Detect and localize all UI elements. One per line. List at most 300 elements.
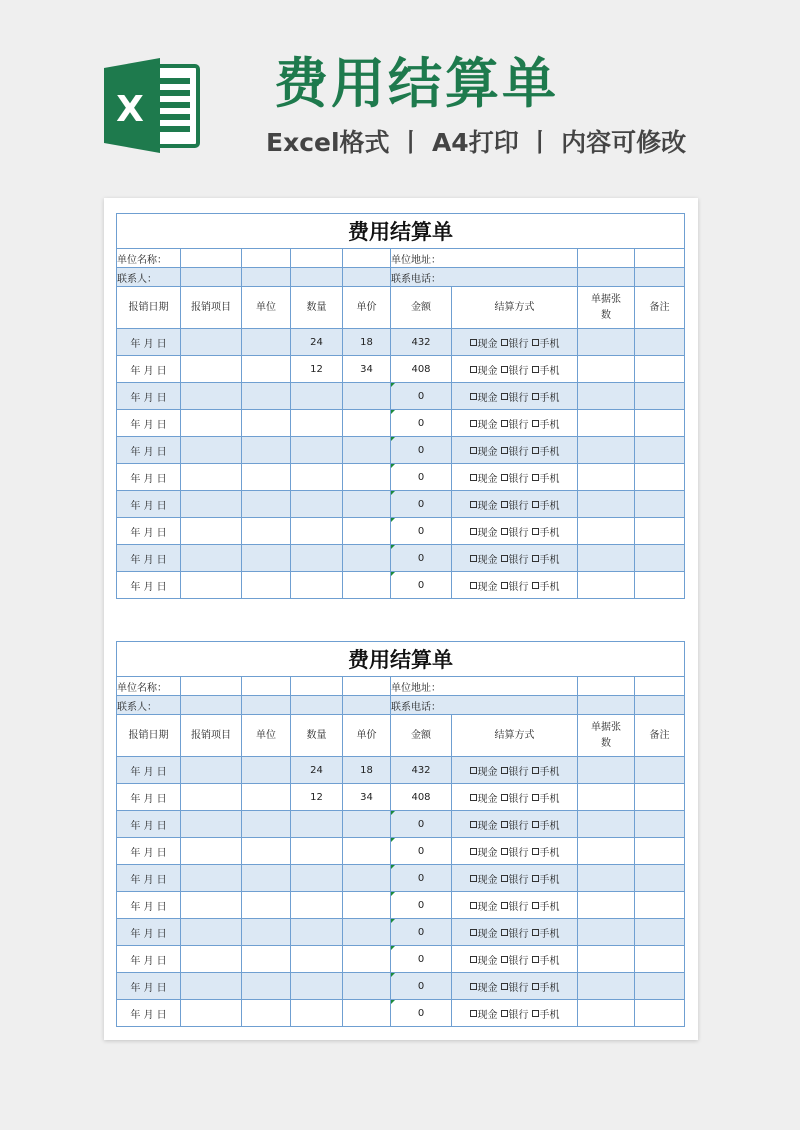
settlement-option[interactable]	[470, 420, 498, 431]
unit-name-cell[interactable]	[291, 677, 343, 696]
price-cell[interactable]	[343, 811, 391, 838]
item-cell[interactable]	[181, 383, 242, 410]
settlement-option[interactable]	[501, 339, 529, 350]
settlement-option[interactable]	[532, 875, 560, 886]
doc-count-cell[interactable]	[578, 518, 635, 545]
checkbox-icon[interactable]	[470, 393, 477, 400]
note-cell[interactable]	[635, 865, 685, 892]
doc-count-cell[interactable]	[578, 757, 635, 784]
unit-name-cell[interactable]	[343, 677, 391, 696]
checkbox-icon[interactable]	[501, 794, 508, 801]
item-cell[interactable]	[181, 838, 242, 865]
settlement-option[interactable]	[532, 983, 560, 994]
checkbox-icon[interactable]	[470, 366, 477, 373]
checkbox-icon[interactable]	[532, 528, 539, 535]
contact-cell[interactable]	[291, 268, 343, 287]
settlement-method-cell[interactable]	[452, 464, 578, 491]
settlement-option[interactable]	[470, 555, 498, 566]
settlement-option[interactable]	[501, 902, 529, 913]
date-cell[interactable]: 年 月 日	[117, 329, 181, 356]
unit-cell[interactable]	[242, 973, 291, 1000]
doc-count-cell[interactable]	[578, 437, 635, 464]
settlement-option[interactable]	[532, 501, 560, 512]
amount-cell[interactable]	[391, 572, 452, 599]
amount-cell[interactable]	[391, 464, 452, 491]
item-cell[interactable]	[181, 356, 242, 383]
amount-cell[interactable]	[391, 919, 452, 946]
checkbox-icon[interactable]	[501, 848, 508, 855]
unit-address-cell[interactable]	[635, 677, 685, 696]
settlement-method-cell[interactable]	[452, 946, 578, 973]
price-cell[interactable]	[343, 838, 391, 865]
settlement-method-cell[interactable]	[452, 757, 578, 784]
checkbox-icon[interactable]	[501, 767, 508, 774]
checkbox-icon[interactable]	[532, 767, 539, 774]
checkbox-icon[interactable]	[470, 420, 477, 427]
price-cell[interactable]	[343, 892, 391, 919]
note-cell[interactable]	[635, 356, 685, 383]
settlement-method-cell[interactable]	[452, 410, 578, 437]
amount-cell[interactable]	[391, 356, 452, 383]
checkbox-icon[interactable]	[501, 956, 508, 963]
unit-cell[interactable]	[242, 946, 291, 973]
doc-count-cell[interactable]	[578, 973, 635, 1000]
item-cell[interactable]	[181, 811, 242, 838]
settlement-option[interactable]	[470, 956, 498, 967]
settlement-method-cell[interactable]	[452, 919, 578, 946]
item-cell[interactable]	[181, 329, 242, 356]
unit-cell[interactable]	[242, 545, 291, 572]
quantity-cell[interactable]	[291, 1000, 343, 1027]
unit-address-cell[interactable]	[578, 677, 635, 696]
amount-cell[interactable]	[391, 491, 452, 518]
settlement-option[interactable]	[501, 929, 529, 940]
amount-cell[interactable]	[391, 838, 452, 865]
settlement-option[interactable]	[501, 875, 529, 886]
quantity-cell[interactable]	[291, 437, 343, 464]
checkbox-icon[interactable]	[532, 393, 539, 400]
checkbox-icon[interactable]	[501, 393, 508, 400]
quantity-cell[interactable]	[291, 865, 343, 892]
date-cell[interactable]: 年 月 日	[117, 572, 181, 599]
unit-cell[interactable]	[242, 491, 291, 518]
amount-cell[interactable]	[391, 757, 452, 784]
settlement-option[interactable]	[532, 366, 560, 377]
quantity-cell[interactable]	[291, 464, 343, 491]
checkbox-icon[interactable]	[532, 420, 539, 427]
note-cell[interactable]	[635, 491, 685, 518]
item-cell[interactable]	[181, 973, 242, 1000]
settlement-option[interactable]	[470, 393, 498, 404]
doc-count-cell[interactable]	[578, 491, 635, 518]
quantity-cell[interactable]: 24	[291, 329, 343, 356]
settlement-method-cell[interactable]	[452, 811, 578, 838]
settlement-option[interactable]	[532, 902, 560, 913]
checkbox-icon[interactable]	[501, 555, 508, 562]
note-cell[interactable]	[635, 572, 685, 599]
settlement-option[interactable]	[501, 821, 529, 832]
item-cell[interactable]	[181, 572, 242, 599]
note-cell[interactable]	[635, 545, 685, 572]
item-cell[interactable]	[181, 892, 242, 919]
checkbox-icon[interactable]	[532, 501, 539, 508]
date-cell[interactable]: 年 月 日	[117, 757, 181, 784]
settlement-option[interactable]	[501, 474, 529, 485]
checkbox-icon[interactable]	[532, 929, 539, 936]
price-cell[interactable]	[343, 946, 391, 973]
date-cell[interactable]: 年 月 日	[117, 946, 181, 973]
doc-count-cell[interactable]	[578, 865, 635, 892]
unit-name-cell[interactable]	[181, 677, 242, 696]
checkbox-icon[interactable]	[470, 767, 477, 774]
doc-count-cell[interactable]	[578, 329, 635, 356]
date-cell[interactable]: 年 月 日	[117, 811, 181, 838]
amount-cell[interactable]	[391, 973, 452, 1000]
settlement-option[interactable]	[532, 447, 560, 458]
settlement-option[interactable]	[532, 1010, 560, 1021]
checkbox-icon[interactable]	[501, 902, 508, 909]
settlement-option[interactable]	[532, 474, 560, 485]
settlement-option[interactable]	[470, 848, 498, 859]
price-cell[interactable]	[343, 491, 391, 518]
contact-cell[interactable]	[242, 696, 291, 715]
checkbox-icon[interactable]	[532, 956, 539, 963]
unit-cell[interactable]	[242, 865, 291, 892]
item-cell[interactable]	[181, 919, 242, 946]
unit-cell[interactable]	[242, 518, 291, 545]
amount-cell[interactable]	[391, 545, 452, 572]
settlement-option[interactable]	[532, 528, 560, 539]
price-cell[interactable]: 34	[343, 356, 391, 383]
settlement-method-cell[interactable]	[452, 838, 578, 865]
checkbox-icon[interactable]	[532, 447, 539, 454]
date-cell[interactable]: 年 月 日	[117, 973, 181, 1000]
item-cell[interactable]	[181, 437, 242, 464]
checkbox-icon[interactable]	[532, 821, 539, 828]
note-cell[interactable]	[635, 811, 685, 838]
settlement-option[interactable]	[470, 794, 498, 805]
note-cell[interactable]	[635, 1000, 685, 1027]
contact-cell[interactable]	[291, 696, 343, 715]
amount-cell[interactable]	[391, 784, 452, 811]
checkbox-icon[interactable]	[470, 821, 477, 828]
note-cell[interactable]	[635, 437, 685, 464]
price-cell[interactable]: 34	[343, 784, 391, 811]
price-cell[interactable]: 18	[343, 329, 391, 356]
item-cell[interactable]	[181, 946, 242, 973]
doc-count-cell[interactable]	[578, 811, 635, 838]
settlement-method-cell[interactable]	[452, 572, 578, 599]
settlement-option[interactable]	[470, 447, 498, 458]
checkbox-icon[interactable]	[501, 447, 508, 454]
settlement-option[interactable]	[501, 420, 529, 431]
doc-count-cell[interactable]	[578, 383, 635, 410]
doc-count-cell[interactable]	[578, 1000, 635, 1027]
unit-cell[interactable]	[242, 919, 291, 946]
unit-cell[interactable]	[242, 1000, 291, 1027]
price-cell[interactable]	[343, 865, 391, 892]
phone-cell[interactable]	[578, 268, 635, 287]
item-cell[interactable]	[181, 1000, 242, 1027]
quantity-cell[interactable]: 12	[291, 356, 343, 383]
checkbox-icon[interactable]	[501, 420, 508, 427]
amount-cell[interactable]	[391, 1000, 452, 1027]
contact-cell[interactable]	[343, 696, 391, 715]
quantity-cell[interactable]	[291, 518, 343, 545]
quantity-cell[interactable]	[291, 383, 343, 410]
settlement-option[interactable]	[501, 848, 529, 859]
unit-name-cell[interactable]	[291, 249, 343, 268]
checkbox-icon[interactable]	[501, 929, 508, 936]
unit-cell[interactable]	[242, 838, 291, 865]
doc-count-cell[interactable]	[578, 919, 635, 946]
note-cell[interactable]	[635, 892, 685, 919]
settlement-option[interactable]	[532, 767, 560, 778]
settlement-method-cell[interactable]	[452, 383, 578, 410]
checkbox-icon[interactable]	[501, 501, 508, 508]
unit-cell[interactable]	[242, 892, 291, 919]
settlement-option[interactable]	[501, 555, 529, 566]
amount-cell[interactable]	[391, 383, 452, 410]
settlement-method-cell[interactable]	[452, 491, 578, 518]
checkbox-icon[interactable]	[470, 555, 477, 562]
item-cell[interactable]	[181, 410, 242, 437]
note-cell[interactable]	[635, 383, 685, 410]
amount-cell[interactable]	[391, 865, 452, 892]
unit-cell[interactable]	[242, 383, 291, 410]
date-cell[interactable]: 年 月 日	[117, 838, 181, 865]
amount-cell[interactable]	[391, 410, 452, 437]
quantity-cell[interactable]	[291, 838, 343, 865]
unit-cell[interactable]	[242, 784, 291, 811]
note-cell[interactable]	[635, 518, 685, 545]
date-cell[interactable]: 年 月 日	[117, 464, 181, 491]
checkbox-icon[interactable]	[501, 339, 508, 346]
settlement-option[interactable]	[470, 902, 498, 913]
price-cell[interactable]	[343, 437, 391, 464]
price-cell[interactable]	[343, 518, 391, 545]
checkbox-icon[interactable]	[470, 902, 477, 909]
quantity-cell[interactable]: 12	[291, 784, 343, 811]
settlement-option[interactable]	[470, 767, 498, 778]
unit-address-cell[interactable]	[578, 249, 635, 268]
phone-cell[interactable]	[635, 696, 685, 715]
unit-cell[interactable]	[242, 572, 291, 599]
settlement-option[interactable]	[501, 366, 529, 377]
quantity-cell[interactable]	[291, 410, 343, 437]
settlement-option[interactable]	[501, 528, 529, 539]
settlement-option[interactable]	[501, 582, 529, 593]
settlement-option[interactable]	[532, 821, 560, 832]
doc-count-cell[interactable]	[578, 356, 635, 383]
checkbox-icon[interactable]	[532, 848, 539, 855]
note-cell[interactable]	[635, 464, 685, 491]
settlement-method-cell[interactable]	[452, 356, 578, 383]
amount-cell[interactable]	[391, 518, 452, 545]
settlement-option[interactable]	[470, 875, 498, 886]
amount-cell[interactable]	[391, 892, 452, 919]
settlement-option[interactable]	[532, 555, 560, 566]
unit-cell[interactable]	[242, 329, 291, 356]
unit-cell[interactable]	[242, 464, 291, 491]
date-cell[interactable]: 年 月 日	[117, 383, 181, 410]
unit-cell[interactable]	[242, 757, 291, 784]
settlement-option[interactable]	[501, 767, 529, 778]
date-cell[interactable]: 年 月 日	[117, 892, 181, 919]
note-cell[interactable]	[635, 410, 685, 437]
settlement-option[interactable]	[501, 956, 529, 967]
price-cell[interactable]	[343, 545, 391, 572]
date-cell[interactable]: 年 月 日	[117, 491, 181, 518]
price-cell[interactable]	[343, 973, 391, 1000]
settlement-option[interactable]	[470, 821, 498, 832]
quantity-cell[interactable]: 24	[291, 757, 343, 784]
note-cell[interactable]	[635, 919, 685, 946]
unit-name-cell[interactable]	[242, 677, 291, 696]
sheet-title[interactable]: 费用结算单	[117, 642, 685, 677]
settlement-option[interactable]	[501, 393, 529, 404]
checkbox-icon[interactable]	[532, 794, 539, 801]
date-cell[interactable]: 年 月 日	[117, 784, 181, 811]
unit-address-cell[interactable]	[635, 249, 685, 268]
quantity-cell[interactable]	[291, 491, 343, 518]
settlement-option[interactable]	[532, 582, 560, 593]
settlement-method-cell[interactable]	[452, 437, 578, 464]
doc-count-cell[interactable]	[578, 838, 635, 865]
checkbox-icon[interactable]	[532, 902, 539, 909]
settlement-method-cell[interactable]	[452, 518, 578, 545]
checkbox-icon[interactable]	[470, 929, 477, 936]
amount-cell[interactable]	[391, 329, 452, 356]
checkbox-icon[interactable]	[470, 956, 477, 963]
phone-cell[interactable]	[578, 696, 635, 715]
doc-count-cell[interactable]	[578, 545, 635, 572]
checkbox-icon[interactable]	[532, 555, 539, 562]
checkbox-icon[interactable]	[501, 582, 508, 589]
unit-cell[interactable]	[242, 437, 291, 464]
contact-cell[interactable]	[181, 696, 242, 715]
unit-name-cell[interactable]	[343, 249, 391, 268]
settlement-option[interactable]	[470, 929, 498, 940]
unit-cell[interactable]	[242, 811, 291, 838]
settlement-option[interactable]	[532, 929, 560, 940]
settlement-option[interactable]	[470, 983, 498, 994]
doc-count-cell[interactable]	[578, 784, 635, 811]
settlement-option[interactable]	[532, 956, 560, 967]
quantity-cell[interactable]	[291, 572, 343, 599]
settlement-option[interactable]	[470, 1010, 498, 1021]
unit-cell[interactable]	[242, 410, 291, 437]
checkbox-icon[interactable]	[470, 528, 477, 535]
date-cell[interactable]: 年 月 日	[117, 410, 181, 437]
quantity-cell[interactable]	[291, 919, 343, 946]
checkbox-icon[interactable]	[532, 582, 539, 589]
settlement-method-cell[interactable]	[452, 865, 578, 892]
date-cell[interactable]: 年 月 日	[117, 1000, 181, 1027]
item-cell[interactable]	[181, 545, 242, 572]
settlement-option[interactable]	[470, 582, 498, 593]
quantity-cell[interactable]	[291, 892, 343, 919]
note-cell[interactable]	[635, 946, 685, 973]
checkbox-icon[interactable]	[470, 474, 477, 481]
checkbox-icon[interactable]	[470, 794, 477, 801]
phone-cell[interactable]	[635, 268, 685, 287]
contact-cell[interactable]	[242, 268, 291, 287]
checkbox-icon[interactable]	[470, 983, 477, 990]
note-cell[interactable]	[635, 838, 685, 865]
settlement-option[interactable]	[470, 501, 498, 512]
settlement-option[interactable]	[470, 366, 498, 377]
quantity-cell[interactable]	[291, 811, 343, 838]
settlement-method-cell[interactable]	[452, 784, 578, 811]
price-cell[interactable]	[343, 410, 391, 437]
price-cell[interactable]	[343, 383, 391, 410]
checkbox-icon[interactable]	[470, 848, 477, 855]
date-cell[interactable]: 年 月 日	[117, 356, 181, 383]
settlement-option[interactable]	[532, 339, 560, 350]
settlement-method-cell[interactable]	[452, 1000, 578, 1027]
item-cell[interactable]	[181, 491, 242, 518]
price-cell[interactable]	[343, 1000, 391, 1027]
price-cell[interactable]	[343, 572, 391, 599]
settlement-option[interactable]	[501, 447, 529, 458]
settlement-option[interactable]	[501, 501, 529, 512]
item-cell[interactable]	[181, 464, 242, 491]
price-cell[interactable]: 18	[343, 757, 391, 784]
item-cell[interactable]	[181, 757, 242, 784]
settlement-option[interactable]	[532, 393, 560, 404]
quantity-cell[interactable]	[291, 545, 343, 572]
item-cell[interactable]	[181, 784, 242, 811]
checkbox-icon[interactable]	[501, 821, 508, 828]
settlement-option[interactable]	[501, 1010, 529, 1021]
checkbox-icon[interactable]	[501, 983, 508, 990]
item-cell[interactable]	[181, 518, 242, 545]
checkbox-icon[interactable]	[501, 474, 508, 481]
checkbox-icon[interactable]	[470, 501, 477, 508]
settlement-method-cell[interactable]	[452, 973, 578, 1000]
quantity-cell[interactable]	[291, 973, 343, 1000]
date-cell[interactable]: 年 月 日	[117, 865, 181, 892]
checkbox-icon[interactable]	[470, 339, 477, 346]
amount-cell[interactable]	[391, 946, 452, 973]
checkbox-icon[interactable]	[501, 366, 508, 373]
unit-name-cell[interactable]	[242, 249, 291, 268]
contact-cell[interactable]	[343, 268, 391, 287]
settlement-option[interactable]	[532, 848, 560, 859]
amount-cell[interactable]	[391, 437, 452, 464]
checkbox-icon[interactable]	[532, 1010, 539, 1017]
checkbox-icon[interactable]	[501, 875, 508, 882]
settlement-option[interactable]	[470, 339, 498, 350]
settlement-option[interactable]	[501, 794, 529, 805]
checkbox-icon[interactable]	[470, 1010, 477, 1017]
price-cell[interactable]	[343, 464, 391, 491]
checkbox-icon[interactable]	[470, 582, 477, 589]
price-cell[interactable]	[343, 919, 391, 946]
checkbox-icon[interactable]	[470, 875, 477, 882]
note-cell[interactable]	[635, 784, 685, 811]
settlement-option[interactable]	[501, 983, 529, 994]
unit-cell[interactable]	[242, 356, 291, 383]
date-cell[interactable]: 年 月 日	[117, 545, 181, 572]
checkbox-icon[interactable]	[501, 1010, 508, 1017]
checkbox-icon[interactable]	[470, 447, 477, 454]
date-cell[interactable]: 年 月 日	[117, 919, 181, 946]
note-cell[interactable]	[635, 973, 685, 1000]
quantity-cell[interactable]	[291, 946, 343, 973]
checkbox-icon[interactable]	[501, 528, 508, 535]
